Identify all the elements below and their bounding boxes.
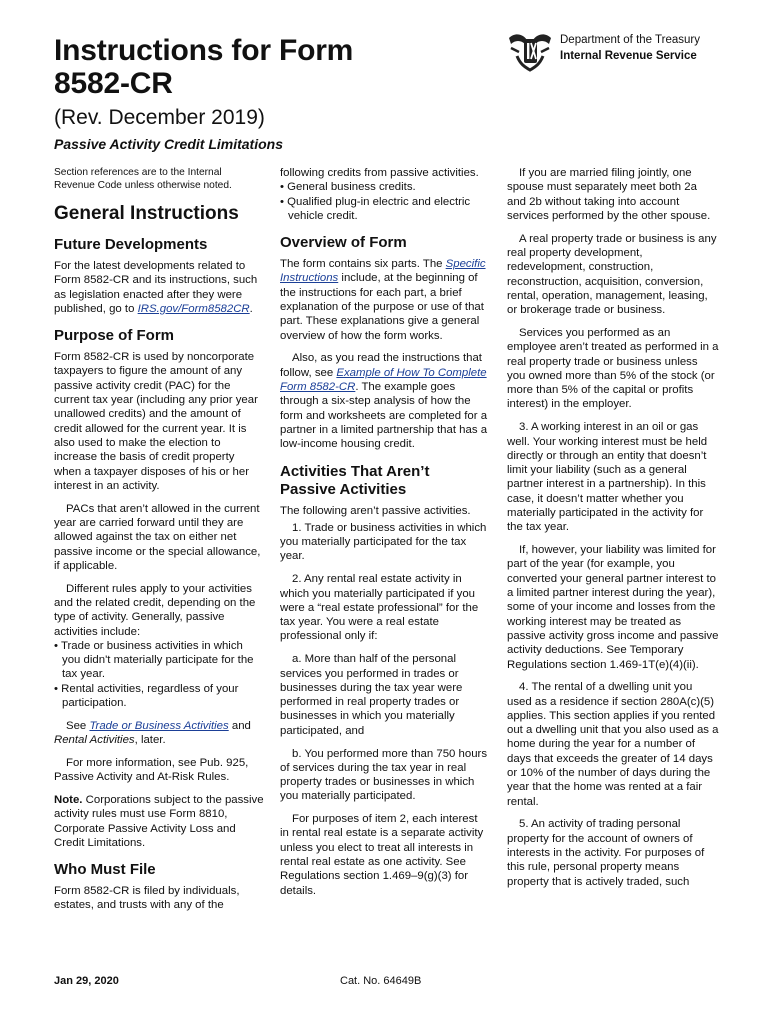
activity-item-1: 1. Trade or business activities in which you materially participated for the tax year. [280,521,487,563]
activities-heading: Activities That Aren’t Passive Activities [280,462,430,498]
note-label: Note. [54,794,83,806]
rental-activities-ref: Rental Activities [54,734,135,747]
activity-item-5: 5. An activity of trading personal property for the account of owners of interests in the activity. For purposes of this rule, personal property means property that is actively traded, such [507,818,705,888]
section-references: Section references are to the Internal Revenue Code unless otherwise noted. [54,167,232,191]
who-must-file-text: Form 8582-CR is filed by individuals, estates, and trusts with any of the [54,885,240,912]
activity-item-2b: b. You performed more than 750 hours of services during the tax year in real property trades or businesses in which you materially participated. [280,747,488,803]
married-filing-jointly: If you are married filing jointly, one spouse must separately meet both 2a and 2b without taking into account services performed by the other spouse. [507,167,711,222]
column-2 [280,166,488,906]
irs-form-link[interactable]: IRS.gov/Form8582CR [137,302,250,315]
general-instructions-heading: General Instructions [54,203,239,224]
catalog-number: Cat. No. 64649B [340,975,422,987]
service-name: Internal Revenue Service [560,50,697,62]
bullet-plug-in-electric: • Qualified plug-in electric and electric vehicle credit. [280,195,471,222]
footer-date: Jan 29, 2020 [54,975,119,987]
activity-item-3: 3. A working interest in an oil or gas well. Your working interest must be held directly or through an entity that doesn’t limit your liability (such as a general partner interest in a partnership). In this case, it doesn’t matter whether you materially participated in the activity for the tax year. [507,421,708,534]
document-title [54,34,474,100]
title-line-2: 8582-CR [54,67,173,100]
note-paragraph: Note. Corporations subject to the passive activity rules must use Form 8810, Corporate Passive Activity Loss and Credit Limitations. [54,794,264,849]
overview-heading: Overview of Form [280,234,407,252]
purpose-paragraph-2: PACs that aren’t allowed in the current year are carried forward until they are allowed against the tax on either net passive income or the special allowance, if applicable. [54,502,261,572]
overview-paragraph-1: The form contains six parts. The Specific Instructions include, at the beginning of the instructions for each part, a brief explanation of the purpose or use of that part. These explanations give a general overview of how the form works. [280,258,486,342]
bullet-general-business: • General business credits. [280,181,416,194]
activity-item-4: 4. The rental of a dwelling unit you used as a residence if section 280A(c)(5) applies. This section applies if you rented out a dwelling unit that you also used as a home during the year for a number of days that exceeds the greater of 14 days or 10% of the number of days during the year that the home was rented at a fair rental. [507,681,719,808]
limited-liability-note: If, however, your liability was limited for part of the year (for example, you converted your general partner interest to a limited partner interest during the year), some of your income and losses from the working interest may be treated as passive activity gross income and passive activity deductions. See Temporary Regulations section 1.469-1T(e)(4)(ii). [507,544,719,671]
activities-intro: The following aren’t passive activities. [280,504,471,517]
future-developments-heading: Future Developments [54,236,208,253]
department-name: Department of the Treasury [560,34,700,46]
overview-paragraph-2: Also, as you read the instructions that follow, see Example of How To Complete Form 8582-CR. The example goes through a six-step analysis of how the form and worksheets are completed for a partner in a limited partnership that has a low-income housing credit. [280,352,488,451]
bullet-rental: • Rental activities, regardless of your participation. [54,682,239,710]
future-developments-text: For the latest developments related to Form 8582-CR and its instructions, such as legislation enacted after they were published, go to IRS.gov/Form8582CR. [54,260,258,315]
more-info-text: For more information, see Pub. 925, Passive Activity and At-Risk Rules. [54,756,249,784]
purpose-of-form-heading: Purpose of Form [54,327,175,345]
example-link[interactable]: Example of How To Complete Form 8582-CR [280,366,487,394]
credits-continued: following credits from passive activities. [280,167,479,179]
revision-date: (Rev. December 2019) [54,106,265,129]
specific-instructions-link[interactable]: Specific Instructions [280,258,486,285]
column-3 [507,166,719,897]
who-must-file-heading: Who Must File [54,861,156,879]
activity-item-2a: a. More than half of the personal services you performed in trades or businesses during the tax year were performed in real property trades or businesses in which you materially participated, and [280,653,463,737]
real-property-definition: A real property trade or business is any real property development, redevelopment, construction, reconstruction, acquisition, conversion, rental, operation, management, leasing, or brokerage trade or business. [507,232,717,317]
bullet-trade-business: • Trade or business activities in which you didn't materially participate for the tax year. [54,639,254,681]
employee-services: Services you performed as an employee aren’t treated as performed in a real property trade or business unless you owned more than 5% of the stock (or more than 5% of the capital or profits interest) in the employer. [507,326,719,411]
activity-item-2: 2. Any rental real estate activity in which you materially participated if you were a “real estate professional” for the tax year. You were a real estate professional only if: [280,573,479,643]
purpose-paragraph-3: Different rules apply to your activities and the related credit, depending on the type of activity. Generally, passive activities include: [54,582,256,638]
item-2-purposes: For purposes of item 2, each interest in rental real estate is a separate activity unless you elect to treat all interests in rental real estate as one activity. See Regulations section 1.469–9(g)(3) for details. [280,813,484,897]
document-subtitle: Passive Activity Credit Limitations [54,136,283,152]
agency-name [560,32,700,64]
see-also-text: See Trade or Business Activities and Rental Activities, later. [54,719,251,747]
purpose-paragraph-1: Form 8582-CR is used by noncorporate taxpayers to figure the amount of any passive activity credit (PAC) for the current tax year (including any prior year unallowed credits) and the amount of credit allowed for the current year. It is also used to make the election to increase the basis of credit property when a taxpayer disposes of his or her interest in an activity. [54,351,258,492]
trade-business-link[interactable]: Trade or Business Activities [89,719,229,732]
title-line-1: Instructions for Form [54,34,354,67]
irs-eagle-logo-icon [505,30,555,72]
column-1 [54,166,264,921]
